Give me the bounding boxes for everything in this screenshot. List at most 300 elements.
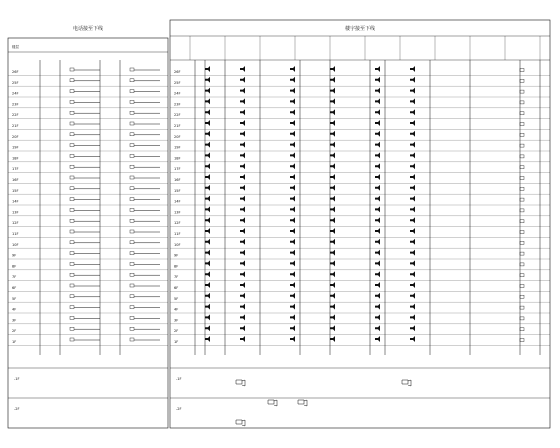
speaker-icon: [205, 120, 210, 126]
speaker-icon: [410, 66, 415, 72]
outlet-icon: [130, 252, 134, 255]
speaker-icon: [410, 250, 415, 256]
speaker-icon: [375, 152, 380, 158]
speaker-icon: [375, 304, 380, 310]
speaker-icon: [290, 336, 295, 342]
floor-label-right: 5F: [174, 296, 179, 301]
speaker-icon: [205, 174, 210, 180]
speaker-icon: [240, 77, 245, 83]
speaker-icon: [375, 228, 380, 234]
speaker-icon: [410, 174, 415, 180]
speaker-icon: [410, 217, 415, 223]
speaker-icon: [330, 185, 335, 191]
floor-label-left: 23F: [12, 102, 19, 107]
floor-label-right: 17F: [174, 167, 181, 172]
speaker-icon: [205, 163, 210, 169]
speaker-icon: [240, 152, 245, 158]
speaker-icon: [410, 131, 415, 137]
junction-box-icon: [520, 317, 524, 320]
speaker-icon: [205, 206, 210, 212]
speaker-icon: [410, 77, 415, 83]
outlet-icon: [70, 122, 74, 125]
speaker-icon: [330, 271, 335, 277]
junction-box-icon: [520, 112, 524, 115]
speaker-icon: [290, 131, 295, 137]
outlet-icon: [70, 241, 74, 244]
outlet-icon: [130, 295, 134, 298]
outlet-icon: [70, 316, 74, 319]
speaker-icon: [330, 120, 335, 126]
speaker-icon: [375, 77, 380, 83]
speaker-icon: [205, 88, 210, 94]
speaker-icon: [330, 174, 335, 180]
speaker-icon: [240, 109, 245, 115]
outlet-icon: [130, 144, 134, 147]
speaker-icon: [410, 152, 415, 158]
outlet-icon: [130, 230, 134, 233]
speaker-icon: [330, 293, 335, 299]
outlet-icon: [130, 327, 134, 330]
outlet-icon: [70, 208, 74, 211]
outlet-icon: [70, 327, 74, 330]
speaker-icon: [205, 239, 210, 245]
speaker-icon: [205, 250, 210, 256]
left-panel-frame: [8, 38, 168, 428]
basement-label-left: -1F: [14, 377, 20, 381]
camera-icon: [268, 400, 277, 406]
speaker-icon: [240, 228, 245, 234]
floor-label-left: 19F: [12, 145, 19, 150]
speaker-icon: [205, 66, 210, 72]
junction-box-icon: [520, 166, 524, 169]
speaker-icon: [290, 239, 295, 245]
speaker-icon: [410, 293, 415, 299]
speaker-icon: [330, 142, 335, 148]
speaker-icon: [410, 228, 415, 234]
floor-label-left: 20F: [12, 134, 19, 139]
outlet-icon: [130, 165, 134, 168]
speaker-icon: [290, 185, 295, 191]
floor-label-right: 8F: [174, 264, 179, 269]
speaker-icon: [240, 325, 245, 331]
speaker-icon: [330, 250, 335, 256]
speaker-icon: [240, 314, 245, 320]
speaker-icon: [205, 77, 210, 83]
outlet-icon: [70, 100, 74, 103]
outlet-icon: [130, 284, 134, 287]
floor-label-right: 18F: [174, 156, 181, 161]
floor-label-left: 3F: [12, 318, 17, 323]
floor-label-right: 13F: [174, 210, 181, 215]
speaker-icon: [375, 293, 380, 299]
floor-label-right: 21F: [174, 124, 181, 128]
speaker-icon: [375, 185, 380, 191]
speaker-icon: [290, 163, 295, 169]
speaker-icon: [375, 206, 380, 212]
junction-box-icon: [520, 209, 524, 212]
floor-label-left: 7F: [12, 275, 17, 280]
outlet-icon: [70, 187, 74, 190]
floor-label-left: 16F: [12, 178, 19, 182]
speaker-icon: [290, 109, 295, 115]
speaker-icon: [205, 131, 210, 137]
junction-box-icon: [520, 155, 524, 158]
speaker-icon: [330, 163, 335, 169]
speaker-icon: [410, 88, 415, 94]
speaker-icon: [290, 260, 295, 266]
junction-box-icon: [520, 90, 524, 93]
speaker-icon: [410, 98, 415, 104]
speaker-icon: [205, 228, 210, 234]
speaker-icon: [375, 120, 380, 126]
speaker-icon: [290, 196, 295, 202]
outlet-icon: [70, 90, 74, 93]
speaker-icon: [205, 336, 210, 342]
outlet-icon: [130, 133, 134, 136]
floor-label-left: 1F: [12, 340, 17, 344]
speaker-icon: [240, 293, 245, 299]
speaker-icon: [410, 271, 415, 277]
outlet-icon: [70, 68, 74, 71]
junction-box-icon: [520, 198, 524, 201]
speaker-icon: [240, 174, 245, 180]
outlet-icon: [70, 176, 74, 179]
speaker-icon: [240, 250, 245, 256]
speaker-icon: [375, 325, 380, 331]
speaker-icon: [290, 88, 295, 94]
speaker-icon: [205, 314, 210, 320]
speaker-icon: [290, 152, 295, 158]
speaker-icon: [240, 163, 245, 169]
junction-box-icon: [520, 285, 524, 288]
left-panel-title: 电话接至下线: [72, 26, 104, 32]
speaker-icon: [410, 120, 415, 126]
speaker-icon: [375, 196, 380, 202]
basement-label-right: -1F: [176, 377, 182, 381]
speaker-icon: [290, 228, 295, 234]
floor-label-right: 26F: [174, 70, 181, 74]
speaker-icon: [290, 304, 295, 310]
speaker-icon: [410, 196, 415, 202]
floor-labels-left: [12, 70, 20, 411]
floor-label-right: 2F: [174, 329, 179, 334]
camera-icon: [298, 400, 307, 406]
floor-label-right: 1F: [174, 340, 179, 344]
outlet-icon: [70, 252, 74, 255]
floor-label-right: 14F: [174, 199, 181, 204]
speaker-icon: [240, 217, 245, 223]
outlet-icon: [130, 241, 134, 244]
outlet-icon: [70, 144, 74, 147]
speaker-icon: [290, 142, 295, 148]
outlet-icon: [70, 295, 74, 298]
speaker-icon: [240, 336, 245, 342]
outlet-icon: [70, 79, 74, 82]
floor-label-right: 16F: [174, 178, 181, 182]
floor-label-left: 21F: [12, 124, 19, 128]
floor-label-right: 12F: [174, 221, 181, 226]
speaker-icon: [290, 66, 295, 72]
junction-box-icon: [520, 69, 524, 72]
speaker-icon: [375, 260, 380, 266]
speaker-icon: [240, 131, 245, 137]
speaker-icon: [330, 336, 335, 342]
floor-label-left: 22F: [12, 113, 19, 118]
speaker-icon: [240, 185, 245, 191]
basement-label-right: -2F: [176, 407, 182, 411]
speaker-icon: [375, 217, 380, 223]
floor-labels-right: [174, 70, 182, 411]
outlet-icon: [130, 338, 134, 341]
speaker-icon: [205, 152, 210, 158]
speaker-icon: [330, 217, 335, 223]
camera-icon: [236, 380, 245, 386]
junction-box-icon: [520, 263, 524, 266]
outlet-icon: [130, 198, 134, 201]
speaker-icon: [410, 260, 415, 266]
floor-label-left: 24F: [12, 91, 19, 96]
outlet-icon: [130, 208, 134, 211]
speaker-icon: [375, 174, 380, 180]
speaker-icon: [240, 88, 245, 94]
camera-icon: [402, 380, 411, 386]
speaker-icon: [330, 282, 335, 288]
speaker-icon: [410, 336, 415, 342]
speaker-icon: [205, 282, 210, 288]
outlet-icon: [70, 133, 74, 136]
floor-label-right: 15F: [174, 188, 181, 193]
speaker-icon: [240, 239, 245, 245]
speaker-icon: [290, 271, 295, 277]
junction-box-icon: [520, 79, 524, 82]
speaker-icon: [205, 325, 210, 331]
floor-label-right: 23F: [174, 102, 181, 107]
junction-box-icon: [520, 220, 524, 223]
junction-box-icon: [520, 187, 524, 190]
outlet-icon: [130, 187, 134, 190]
floor-label-left: 8F: [12, 264, 17, 269]
floor-label-left: 10F: [12, 242, 19, 247]
speaker-icon: [375, 336, 380, 342]
speaker-icon: [410, 206, 415, 212]
speaker-icon: [410, 325, 415, 331]
outlet-icon: [70, 111, 74, 114]
speaker-icon: [330, 131, 335, 137]
speaker-icon: [410, 239, 415, 245]
speaker-icon: [240, 120, 245, 126]
speaker-icon: [205, 185, 210, 191]
speaker-icon: [330, 325, 335, 331]
floor-label-left: 11F: [12, 232, 19, 236]
floor-label-right: 4F: [174, 307, 179, 312]
junction-box-icon: [520, 295, 524, 298]
outlet-icon: [70, 165, 74, 168]
junction-box-icon: [520, 252, 524, 255]
floor-label-left: 6F: [12, 286, 17, 290]
junction-box-icon: [520, 339, 524, 342]
floor-label-right: 25F: [174, 80, 181, 85]
speaker-icon: [330, 228, 335, 234]
speaker-icon: [290, 293, 295, 299]
speaker-icon: [240, 260, 245, 266]
speaker-icon: [330, 260, 335, 266]
outlet-icon: [70, 198, 74, 201]
speaker-icon: [240, 98, 245, 104]
floor-label-left: 2F: [12, 329, 17, 334]
junction-box-icon: [520, 177, 524, 180]
speaker-icon: [410, 282, 415, 288]
speaker-icon: [375, 271, 380, 277]
speaker-icon: [330, 88, 335, 94]
junction-box-icon: [520, 123, 524, 126]
speaker-icon: [410, 314, 415, 320]
speaker-icon: [240, 271, 245, 277]
outlet-icon: [130, 90, 134, 93]
speaker-icon: [330, 109, 335, 115]
speaker-icon: [290, 174, 295, 180]
floor-label-left: 26F: [12, 70, 19, 74]
speaker-icon: [205, 293, 210, 299]
floor-label-right: 3F: [174, 318, 179, 323]
outlet-icon: [70, 273, 74, 276]
junction-box-icon: [520, 306, 524, 309]
speaker-icon: [330, 304, 335, 310]
outlet-icon: [70, 154, 74, 157]
speaker-icon: [290, 314, 295, 320]
speaker-icon: [375, 109, 380, 115]
outlet-icon: [130, 122, 134, 125]
wiring-lines: [8, 36, 550, 398]
outlet-icon: [70, 284, 74, 287]
speaker-icon: [205, 98, 210, 104]
speaker-icon: [240, 66, 245, 72]
speaker-icon: [375, 163, 380, 169]
floor-label-right: 19F: [174, 145, 181, 150]
speaker-icon: [205, 217, 210, 223]
speaker-icon: [410, 109, 415, 115]
speaker-icon: [330, 66, 335, 72]
floor-label-left: 18F: [12, 156, 19, 161]
basement-label-left: -2F: [14, 407, 20, 411]
outlet-icon: [130, 306, 134, 309]
speaker-icon: [240, 142, 245, 148]
speaker-icon: [375, 282, 380, 288]
outlet-icon: [70, 262, 74, 265]
speaker-icon: [330, 239, 335, 245]
speaker-icon: [240, 196, 245, 202]
outlet-icon: [130, 111, 134, 114]
speaker-icon: [290, 120, 295, 126]
speaker-icon: [330, 206, 335, 212]
speaker-icon: [205, 196, 210, 202]
floor-label-right: 24F: [174, 91, 181, 96]
speaker-icon: [410, 304, 415, 310]
floor-label-left: 9F: [12, 253, 17, 258]
junction-box-icon: [520, 274, 524, 277]
speaker-icon: [330, 314, 335, 320]
floor-label-right: 22F: [174, 113, 181, 118]
junction-box-icon: [520, 101, 524, 104]
speaker-icon: [410, 142, 415, 148]
speaker-icon: [240, 206, 245, 212]
speaker-icon: [205, 304, 210, 310]
outlet-icon: [130, 176, 134, 179]
speaker-icon: [290, 282, 295, 288]
outlet-icon: [130, 316, 134, 319]
speaker-icon: [205, 271, 210, 277]
floor-label-left: 5F: [12, 296, 17, 301]
floor-label-right: 10F: [174, 242, 181, 247]
speaker-icon: [375, 250, 380, 256]
outlet-icon: [70, 338, 74, 341]
floor-label-right: 20F: [174, 134, 181, 139]
outlet-icon: [130, 154, 134, 157]
floor-label-right: 7F: [174, 275, 179, 280]
speaker-icon: [375, 142, 380, 148]
outlet-icon: [130, 273, 134, 276]
speaker-icon: [290, 98, 295, 104]
speaker-icon: [205, 260, 210, 266]
floor-label-left: 17F: [12, 167, 19, 172]
speaker-icon: [290, 206, 295, 212]
floor-label-left: 13F: [12, 210, 19, 215]
outlet-icon: [130, 79, 134, 82]
outlet-icon: [70, 306, 74, 309]
speaker-icon: [410, 185, 415, 191]
speaker-icon: [205, 109, 210, 115]
speaker-icon: [410, 163, 415, 169]
speaker-icon: [330, 77, 335, 83]
outlet-icon: [70, 219, 74, 222]
junction-box-icon: [520, 241, 524, 244]
floor-label-left: 4F: [12, 307, 17, 312]
speaker-icon: [205, 142, 210, 148]
floor-label-left: 14F: [12, 199, 19, 204]
floor-label-left: 12F: [12, 221, 19, 226]
diagram-frames: [8, 20, 550, 428]
speaker-icon: [240, 282, 245, 288]
right-panel-title: 楼宇接至下线: [344, 26, 376, 32]
speaker-icon: [375, 88, 380, 94]
junction-box-icon: [520, 328, 524, 331]
speaker-icon: [375, 314, 380, 320]
speaker-icon: [290, 77, 295, 83]
speaker-icon: [330, 196, 335, 202]
right-panel-frame: [170, 20, 550, 428]
speaker-icon: [375, 239, 380, 245]
junction-box-icon: [520, 231, 524, 234]
speaker-icon: [290, 250, 295, 256]
outlet-icon: [70, 230, 74, 233]
outlet-icon: [130, 68, 134, 71]
speaker-icon: [290, 325, 295, 331]
junction-box-icon: [520, 144, 524, 147]
floor-label-left: 15F: [12, 188, 19, 193]
floor-label-left: 25F: [12, 80, 19, 85]
floor-label-right: 11F: [174, 232, 181, 236]
speaker-icon: [240, 304, 245, 310]
junction-box-icon: [520, 133, 524, 136]
floor-label-right: 9F: [174, 253, 179, 258]
outlet-icon: [130, 219, 134, 222]
speaker-icon: [290, 217, 295, 223]
speaker-icon: [375, 66, 380, 72]
speaker-icon: [375, 98, 380, 104]
outlet-icon: [130, 100, 134, 103]
outlet-icon: [130, 262, 134, 265]
left-header-label: 楼层: [12, 45, 19, 49]
floor-label-right: 6F: [174, 286, 179, 290]
